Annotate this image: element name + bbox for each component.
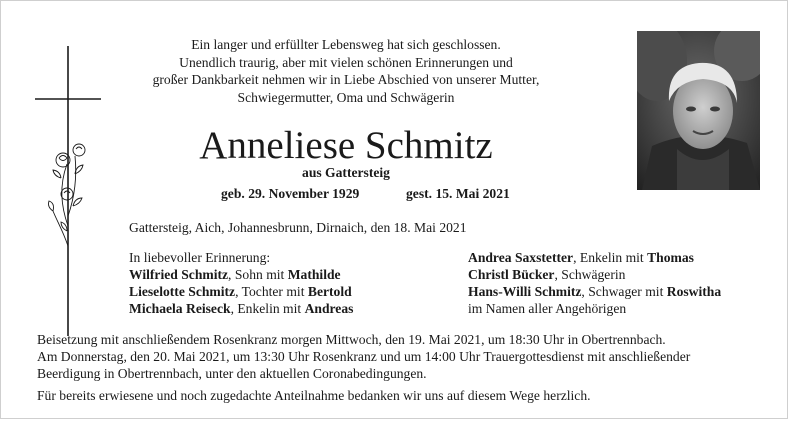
mourners-list-right: [468, 249, 721, 317]
list-item: Lieselotte Schmitz, Tochter mit Bertold: [129, 284, 352, 299]
place-date-line: Gattersteig, Aich, Johannesbrunn, Dirnaich, den 18. Mai 2021: [129, 220, 467, 235]
funeral-line: Beisetzung mit anschließendem Rosenkranz morgen Mittwoch, den 19. Mai 2021, um 18:30 Uhr in Obertrennbach.: [37, 332, 666, 347]
mourners-list-left: [129, 249, 353, 317]
list-item: Wilfried Schmitz, Sohn mit Mathilde: [129, 267, 341, 282]
thanks-line: Für bereits erwiesene und noch zugedachte Anteilnahme bedanken wir uns auf diesem Wege herzlich.: [37, 388, 591, 403]
list-item: Andrea Saxstetter, Enkelin mit Thomas: [468, 250, 694, 265]
intro-text: [141, 36, 551, 106]
intro-line: Schwiegermutter, Oma und Schwägerin: [237, 89, 455, 105]
funeral-line: Beerdigung in Obertrennbach, unter den aktuellen Coronabedingungen.: [37, 366, 427, 381]
origin: aus Gattersteig: [302, 165, 390, 180]
list-item: Hans-Willi Schmitz, Schwager mit Roswitha: [468, 284, 722, 299]
list-item: im Namen aller Angehörigen: [468, 301, 627, 316]
list-item: Christl Bücker, Schwägerin: [468, 267, 626, 282]
funeral-details: [37, 331, 690, 382]
list-item: Michaela Reiseck, Enkelin mit Andreas: [129, 301, 354, 316]
intro-line: großer Dankbarkeit nehmen wir in Liebe Abschied von unserer Mutter,: [152, 72, 540, 87]
birth-date: geb. 29. November 1929: [221, 186, 360, 201]
cross-with-rose-icon: [31, 46, 106, 336]
mourners-heading: In liebevoller Erinnerung:: [129, 250, 271, 265]
portrait-photo: [637, 31, 760, 190]
funeral-line: Am Donnerstag, den 20. Mai 2021, um 13:30 Uhr Rosenkranz und um 14:00 Uhr Trauergottesdienst mit anschließender: [37, 349, 691, 364]
deceased-name: Anneliese Schmitz: [199, 124, 493, 167]
intro-line: Ein langer und erfüllter Lebensweg hat sich geschlossen.: [191, 37, 501, 52]
death-date: gest. 15. Mai 2021: [406, 186, 510, 201]
intro-line: Unendlich traurig, aber mit vielen schönen Erinnerungen und: [179, 54, 513, 70]
